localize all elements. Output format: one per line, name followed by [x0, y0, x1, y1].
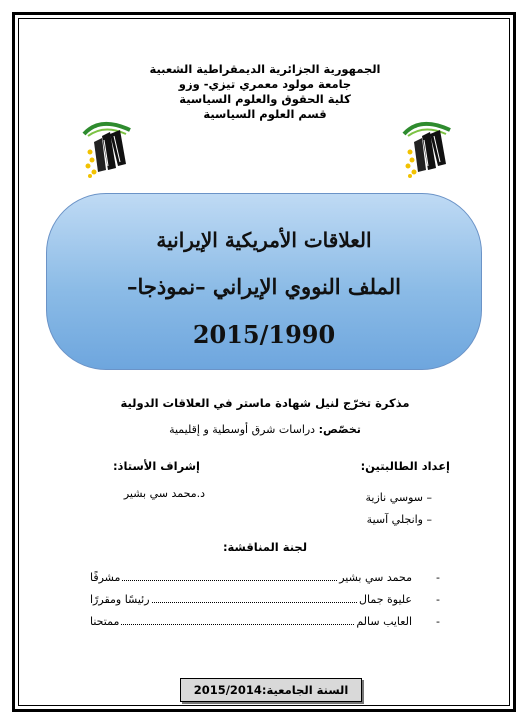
header-line-4: قسم العلوم السياسية	[203, 107, 327, 121]
member-role: ممتحنا	[90, 615, 120, 628]
supervisor-label: إشراف الأستاذ:	[112, 459, 200, 473]
committee-member	[90, 570, 440, 592]
specialization	[80, 423, 450, 436]
university-logo-icon	[400, 118, 454, 180]
thesis-period: 2015/1990	[192, 320, 336, 349]
dotted-leader	[152, 592, 357, 603]
thesis-title-box	[46, 193, 482, 370]
committee-member	[90, 592, 440, 614]
header-line-2: جامعة مولود معمري تيزي- وزو	[178, 77, 352, 91]
member-dash: -	[436, 615, 440, 628]
committee-members	[90, 570, 440, 636]
supervisor-name: د.محمد سي بشير	[123, 487, 205, 500]
thesis-title: العلاقات الأمريكية الإيرانية	[156, 228, 372, 252]
institution-header	[120, 62, 410, 122]
member-role: رئيسًا ومقررًا	[90, 593, 150, 606]
university-logo-icon	[80, 118, 134, 180]
specialization-label: تخصّص:	[318, 423, 361, 436]
member-name: العايب سالم	[356, 615, 412, 628]
students-list	[366, 487, 432, 531]
student-name: – سوسي نازية	[365, 491, 432, 504]
specialization-value: دراسات شرق أوسطية و إقليمية	[169, 423, 319, 436]
member-dash: -	[436, 593, 440, 606]
memo-description: مذكرة تخرّج لنيل شهادة ماستر في العلاقات الدولية	[120, 396, 410, 410]
dotted-leader	[122, 570, 337, 581]
students-label: إعداد الطالبتين:	[360, 459, 450, 473]
member-role: مشرفًا	[90, 571, 121, 584]
member-name: محمد سي بشير	[339, 571, 412, 584]
thesis-subtitle: الملف النووي الإيراني –نموذجا–	[127, 274, 401, 299]
committee-member	[90, 614, 440, 636]
dotted-leader	[121, 614, 354, 625]
header-line-1: الجمهورية الجزائرية الديمقراطية الشعبية	[149, 62, 381, 76]
member-dash: -	[436, 571, 440, 584]
student-name: – وانجلي آسية	[366, 513, 432, 526]
academic-year-box: السنة الجامعية:2015/2014	[180, 678, 362, 702]
header-line-3: كلية الحقوق والعلوم السياسية	[179, 92, 351, 106]
committee-label: لجنة المناقشة:	[222, 540, 308, 554]
member-name: عليوة جمال	[359, 593, 412, 606]
